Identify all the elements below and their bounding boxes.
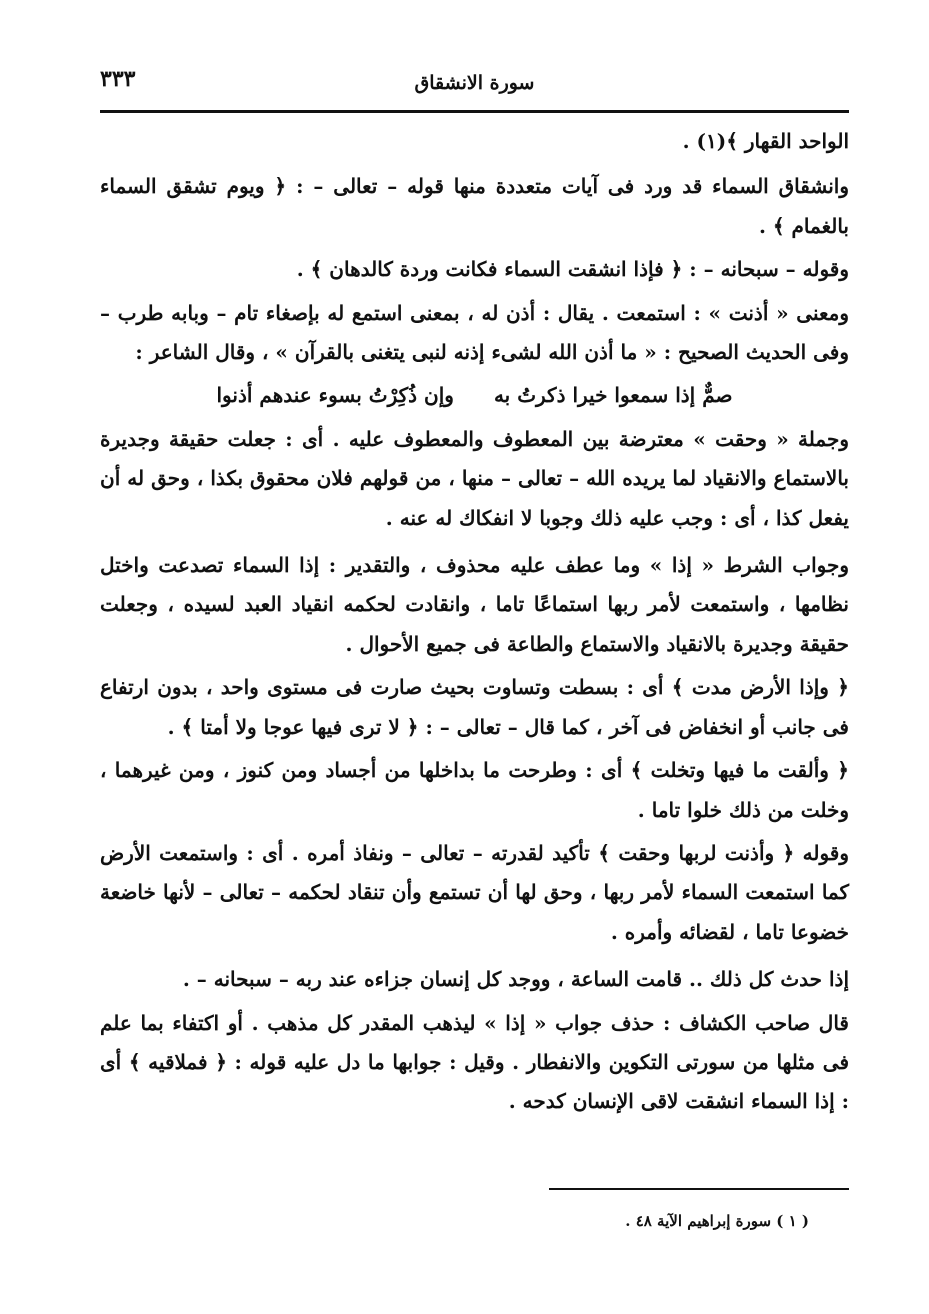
paragraph: وجواب الشرط « إذا » وما عطف عليه محذوف ، والتقدير : إذا السماء تصدعت واختل نظامها ، واستمعت لأمر ربها استماعًا تاما ، وانقادت لحكمه انقياد العبد لسيده ، وجعلت حقيقة وجديرة بالانقياد والاستماع والطاعة فى جميع الأحوال . [100, 553, 849, 656]
footnote: ( ١ ) سورة إبراهيم الآية ٤٨ . [625, 1212, 809, 1230]
paragraph: إذا حدث كل ذلك .. قامت الساعة ، ووجد كل إنسان جزاءه عند ربه – سبحانه – . [182, 967, 849, 992]
paragraph: ﴿ وألقت ما فيها وتخلت ﴾ أى : وطرحت ما بداخلها من أجساد ومن كنوز ، ومن غيرهما ، وخلت من ذلك خلوا تاما . [100, 758, 849, 822]
paragraph: وقوله ﴿ وأذنت لربها وحقت ﴾ تأكيد لقدرته – تعالى – ونفاذ أمره . أى : واستمعت الأرض كما استمعت السماء لأمر ربها ، وحق لها أن تستمع وأن تنقاد لحكمه – تعالى – لأنها خاضعة خضوعا تاما ، لقضائه وأمره . [100, 840, 849, 944]
paragraph: ﴿ وإذا الأرض مدت ﴾ أى : بسطت وتساوت بحيث صارت فى مستوى واحد ، بدون ارتفاع فى جانب أو انخفاض فى آخر ، كما قال – تعالى – : ﴿ لا ترى فيها عوجا ولا أمتا ﴾ . [100, 675, 849, 739]
main-text [100, 122, 849, 1126]
running-header [100, 62, 849, 102]
paragraph: وقوله – سبحانه – : ﴿ فإذا انشقت السماء فكانت وردة كالدهان ﴾ . [296, 257, 849, 282]
page-number: ٣٣٣ [100, 66, 136, 92]
paragraph: وانشقاق السماء قد ورد فى آيات متعددة منها قوله – تعالى – : ﴿ ويوم تشقق السماء بالغمام ﴾ . [100, 174, 849, 238]
paragraph: وجملة « وحقت » معترضة بين المعطوف والمعطوف عليه . أى : جعلت حقيقة وجديرة بالاستماع والانقياد لما يريده الله – تعالى – منها ، من قولهم فلان محقوق بكذا ، وحق له أن يفعل كذا ، أى : وجب عليه ذلك وجوبا لا انفكاك له عنه . [100, 426, 849, 530]
paragraph: ومعنى « أذنت » : استمعت . يقال : أذن له ، بمعنى استمع له بإصغاء تام – وبابه طرب – وفى الحديث الصحيح : « ما أذن الله لشىء إذنه لنبى يتغنى بالقرآن » ، وقال الشاعر : [100, 300, 849, 365]
paragraph: الواحد القهار ﴾(١) . [682, 129, 849, 153]
footnote-rule [549, 1188, 849, 1190]
surah-title: سورة الانشقاق [414, 72, 535, 94]
verse-first-hemistich: صمٌّ إذا سمعوا خيرا ذكرتُ به [493, 383, 733, 408]
paragraph: قال صاحب الكشاف : حذف جواب « إذا » ليذهب المقدر كل مذهب . أو اكتفاء بما علم فى مثلها من سورتى التكوين والانفطار . وقيل : جوابها ما دل عليه قوله : ﴿ فملاقيه ﴾ أى : إذا السماء انشقت لاقى الإنسان كدحه . [100, 1010, 849, 1114]
verse-second-hemistich: وإن ذُكِرْتُ بسوء عندهم أذنوا [216, 383, 454, 408]
poetry-verse [100, 376, 849, 415]
header-rule [100, 110, 849, 113]
